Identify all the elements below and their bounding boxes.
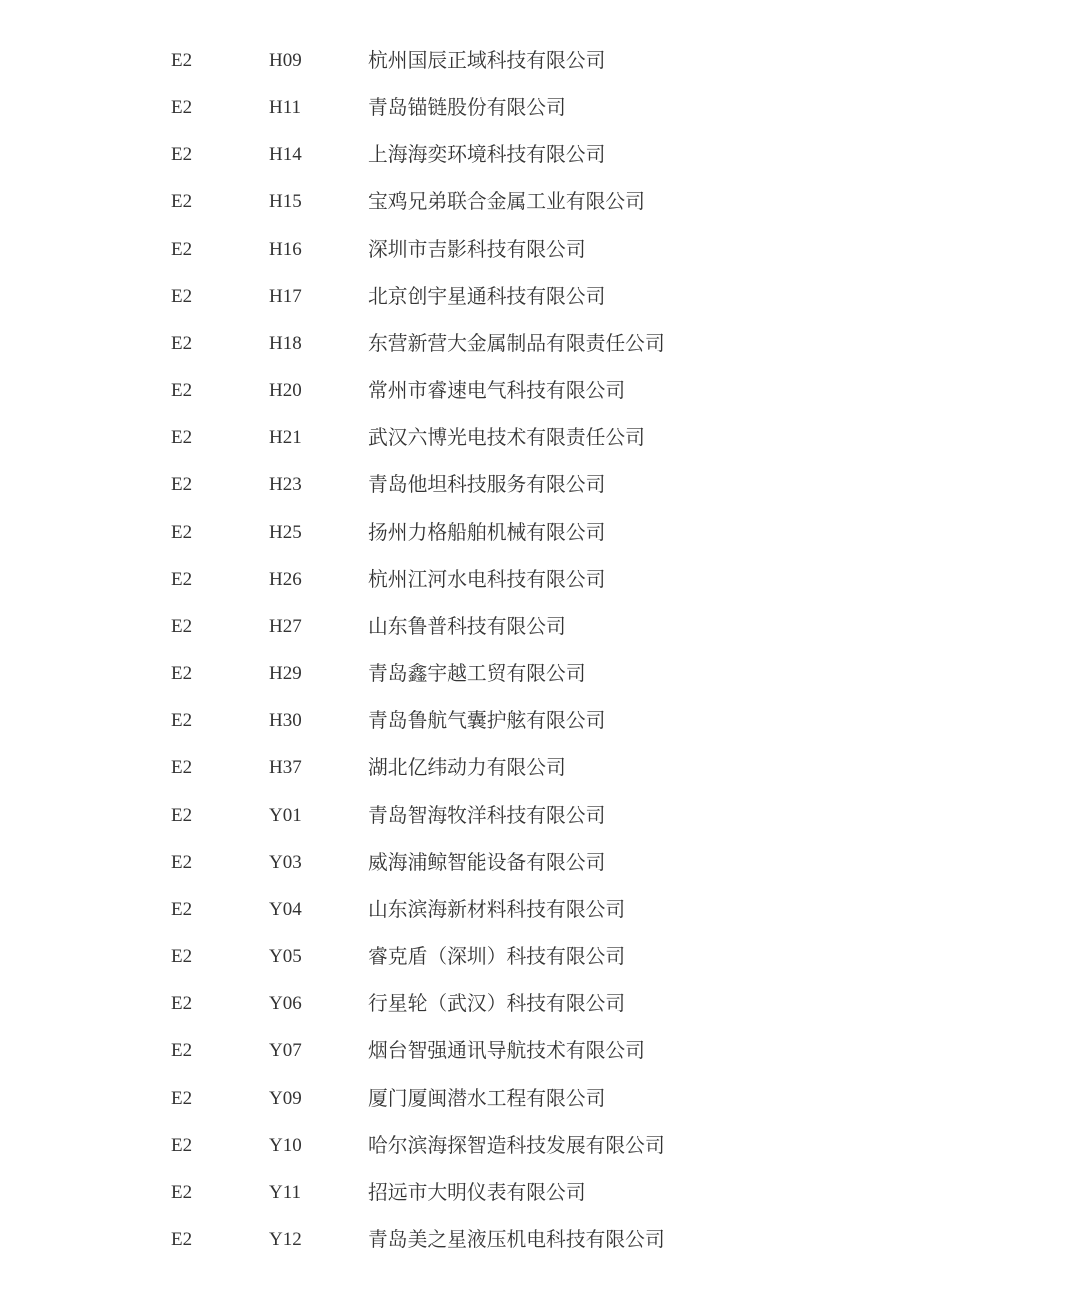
booth-cell: H25 — [269, 521, 302, 543]
company-cell: 山东鲁普科技有限公司 — [368, 614, 566, 638]
zone-cell: E2 — [171, 946, 193, 968]
company-cell: 扬州力格船舶机械有限公司 — [368, 520, 606, 544]
company-cell: 武汉六博光电技术有限责任公司 — [368, 426, 645, 450]
exhibitor-row — [0, 237, 1080, 263]
booth-cell: Y12 — [269, 1229, 302, 1250]
exhibitor-row — [0, 284, 1080, 310]
zone-cell: E2 — [171, 285, 193, 307]
zone-cell: E2 — [171, 238, 193, 260]
booth-cell: H21 — [269, 427, 302, 449]
zone-cell: E2 — [171, 898, 193, 920]
booth-cell: Y04 — [269, 898, 302, 920]
company-cell: 威海浦鲸智能设备有限公司 — [368, 850, 606, 874]
zone-cell: E2 — [171, 427, 193, 449]
booth-cell: H15 — [269, 191, 302, 213]
zone-cell: E2 — [171, 1181, 193, 1203]
company-cell: 青岛锚链股份有限公司 — [368, 96, 566, 120]
exhibitor-row — [0, 1086, 1080, 1112]
zone-cell: E2 — [171, 851, 193, 873]
zone-cell: E2 — [171, 332, 193, 354]
exhibitor-row — [0, 520, 1080, 546]
booth-cell: H20 — [269, 380, 302, 402]
zone-cell: E2 — [171, 1040, 193, 1062]
company-cell: 哈尔滨海探智造科技发展有限公司 — [368, 1133, 665, 1157]
company-cell: 杭州国辰正域科技有限公司 — [368, 49, 606, 72]
zone-cell: E2 — [171, 1134, 193, 1156]
zone-cell: E2 — [171, 1229, 193, 1250]
booth-cell: Y07 — [269, 1040, 302, 1062]
exhibitor-row — [0, 378, 1080, 404]
company-cell: 青岛智海牧洋科技有限公司 — [368, 803, 606, 827]
booth-cell: H30 — [269, 710, 302, 732]
exhibitor-row — [0, 944, 1080, 970]
booth-cell: Y03 — [269, 851, 302, 873]
booth-cell: H23 — [269, 474, 302, 496]
zone-cell: E2 — [171, 144, 193, 166]
company-cell: 宝鸡兄弟联合金属工业有限公司 — [368, 190, 645, 214]
company-cell: 青岛美之星液压机电科技有限公司 — [368, 1228, 665, 1251]
company-cell: 常州市睿速电气科技有限公司 — [368, 379, 626, 403]
zone-cell: E2 — [171, 663, 193, 685]
exhibitor-row — [0, 1038, 1080, 1064]
zone-cell: E2 — [171, 191, 193, 213]
exhibitor-row — [0, 803, 1080, 829]
zone-cell: E2 — [171, 474, 193, 496]
company-cell: 深圳市吉影科技有限公司 — [368, 237, 586, 261]
company-cell: 东营新营大金属制品有限责任公司 — [368, 331, 665, 355]
company-cell: 上海海奕环境科技有限公司 — [368, 143, 606, 167]
company-cell: 青岛他坦科技服务有限公司 — [368, 473, 606, 497]
zone-cell: E2 — [171, 97, 193, 119]
exhibitor-row — [0, 1180, 1080, 1206]
company-cell: 厦门厦闽潜水工程有限公司 — [368, 1086, 606, 1110]
exhibitor-row — [0, 614, 1080, 640]
zone-cell: E2 — [171, 615, 193, 637]
booth-cell: Y11 — [269, 1181, 302, 1203]
zone-cell: E2 — [171, 993, 193, 1015]
company-cell: 烟台智强通讯导航技术有限公司 — [368, 1039, 645, 1063]
booth-cell: H29 — [269, 663, 302, 685]
company-cell: 杭州江河水电科技有限公司 — [368, 567, 606, 591]
booth-cell: Y01 — [269, 804, 302, 826]
zone-cell: E2 — [171, 521, 193, 543]
booth-cell: Y05 — [269, 946, 302, 968]
booth-cell: Y10 — [269, 1134, 302, 1156]
booth-cell: H17 — [269, 285, 302, 307]
booth-cell: H37 — [269, 757, 302, 779]
booth-cell: H26 — [269, 568, 302, 590]
exhibitor-row — [0, 708, 1080, 734]
company-cell: 青岛鑫宇越工贸有限公司 — [368, 662, 586, 686]
exhibitor-row — [0, 1227, 1080, 1253]
exhibitor-row — [0, 189, 1080, 215]
booth-cell: H18 — [269, 332, 302, 354]
exhibitor-row — [0, 897, 1080, 923]
exhibitor-row — [0, 567, 1080, 593]
exhibitor-row — [0, 1133, 1080, 1159]
booth-cell: H14 — [269, 144, 302, 166]
zone-cell: E2 — [171, 710, 193, 732]
exhibitor-row — [0, 991, 1080, 1017]
zone-cell: E2 — [171, 804, 193, 826]
company-cell: 行星轮（武汉）科技有限公司 — [368, 992, 626, 1016]
company-cell: 北京创宇星通科技有限公司 — [368, 284, 606, 308]
booth-cell: Y09 — [269, 1087, 302, 1109]
company-cell: 青岛鲁航气囊护舷有限公司 — [368, 709, 606, 733]
zone-cell: E2 — [171, 50, 193, 71]
exhibitor-row — [0, 661, 1080, 687]
exhibitor-row — [0, 48, 1080, 74]
exhibitor-row — [0, 472, 1080, 498]
booth-cell: H11 — [269, 97, 302, 119]
company-cell: 山东滨海新材料科技有限公司 — [368, 897, 626, 921]
exhibitor-row — [0, 755, 1080, 781]
booth-cell: H09 — [269, 50, 302, 71]
company-cell: 睿克盾（深圳）科技有限公司 — [368, 945, 626, 969]
booth-cell: Y06 — [269, 993, 302, 1015]
company-cell: 招远市大明仪表有限公司 — [368, 1180, 586, 1204]
exhibitor-row — [0, 95, 1080, 121]
zone-cell: E2 — [171, 380, 193, 402]
company-cell: 湖北亿纬动力有限公司 — [368, 756, 566, 780]
exhibitor-row — [0, 142, 1080, 168]
exhibitor-row — [0, 850, 1080, 876]
exhibitor-row — [0, 425, 1080, 451]
booth-cell: H27 — [269, 615, 302, 637]
zone-cell: E2 — [171, 568, 193, 590]
zone-cell: E2 — [171, 757, 193, 779]
zone-cell: E2 — [171, 1087, 193, 1109]
exhibitor-row — [0, 331, 1080, 357]
booth-cell: H16 — [269, 238, 302, 260]
